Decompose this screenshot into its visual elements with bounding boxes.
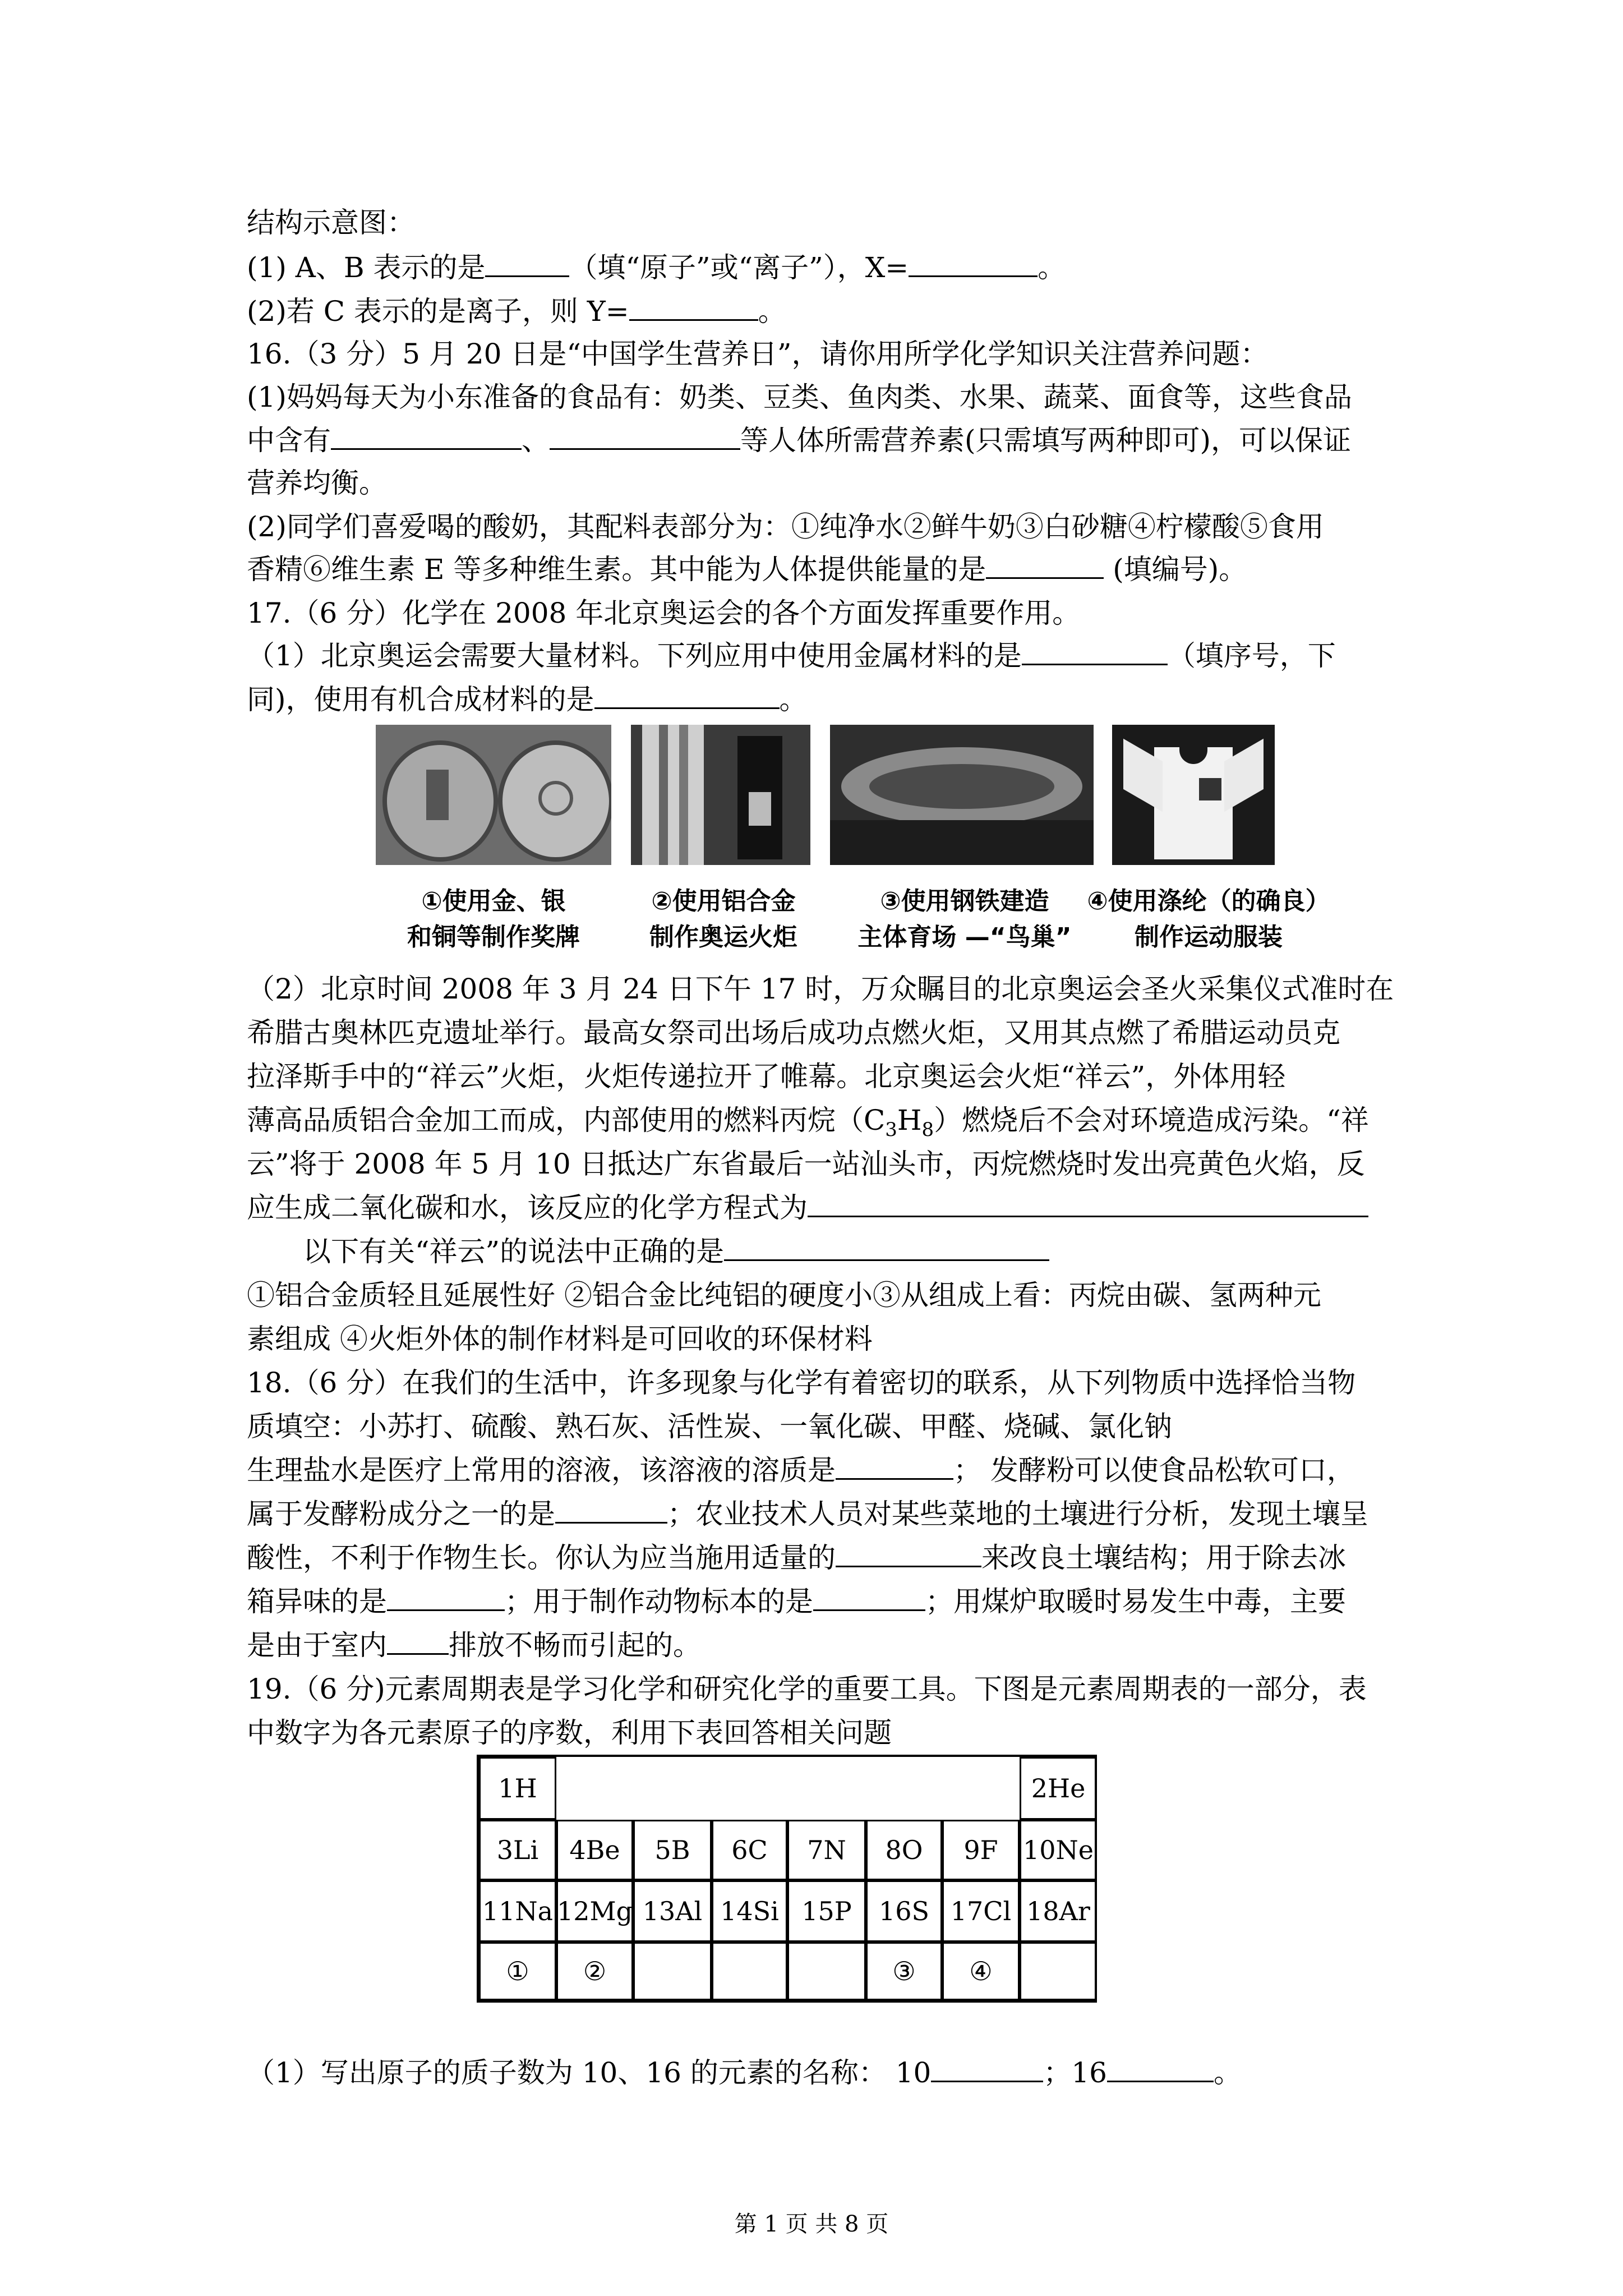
question-17: 17.（6 分）化学在 2008 年北京奥运会的各个方面发挥重要作用。 bbox=[247, 597, 1081, 629]
element-cell: 4Be bbox=[556, 1820, 633, 1880]
sportswear-photo bbox=[1112, 725, 1275, 865]
answer-blank[interactable] bbox=[387, 1584, 505, 1611]
birds-nest-photo bbox=[830, 725, 1094, 865]
element-cell: 10Ne bbox=[1020, 1820, 1097, 1880]
text-line: 酸性，不利于作物生长。你认为应当施用适量的 来改良土壤结构；用于除去冰 bbox=[247, 1538, 1346, 1577]
text-line: 营养均衡。 bbox=[247, 467, 387, 499]
answer-blank[interactable] bbox=[986, 551, 1104, 579]
element-cell: 6C bbox=[712, 1820, 787, 1880]
text-line: 质填空：小苏打、硫酸、熟石灰、活性炭、一氧化碳、甲醛、烧碱、氯化钠 bbox=[247, 1410, 1172, 1443]
element-cell: 12Mg bbox=[556, 1880, 633, 1942]
text-line: (1)妈妈每天为小东准备的食品有：奶类、豆类、鱼肉类、水果、蔬菜、面食等，这些食品 bbox=[247, 381, 1352, 413]
answer-blank[interactable] bbox=[387, 1627, 449, 1655]
answer-blank[interactable] bbox=[331, 422, 522, 450]
text-line: 生理盐水是医疗上常用的溶液，该溶液的溶质是 ； 发酵粉可以使食品松软可口， bbox=[247, 1451, 1355, 1490]
periodic-table bbox=[477, 1755, 1097, 2003]
element-cell: 7N bbox=[787, 1820, 866, 1880]
text-line: 拉泽斯手中的“祥云”火炬，火炬传递拉开了帷幕。北京奥运会火炬“祥云”，外体用轻 bbox=[247, 1060, 1286, 1093]
question-18: 18.（6 分）在我们的生活中，许多现象与化学有着密切的联系，从下列物质中选择恰当物 bbox=[247, 1366, 1356, 1399]
text-line: 香精⑥维生素 E 等多种维生素。其中能为人体提供能量的是 (填编号)。 bbox=[247, 550, 1247, 589]
element-cell: 3Li bbox=[479, 1820, 556, 1880]
text-line: 以下有关“祥云”的说法中正确的是 bbox=[303, 1232, 1049, 1271]
answer-blank[interactable] bbox=[808, 1190, 1368, 1217]
element-cell: 2He bbox=[1020, 1757, 1097, 1820]
element-cell bbox=[1020, 1942, 1097, 2000]
caption-medal: ①使用金、银 和铜等制作奖牌 bbox=[407, 887, 580, 951]
answer-blank[interactable] bbox=[1022, 638, 1168, 665]
text-line: 云”将于 2008 年 5 月 10 日抵达广东省最后一站汕头市，丙烷燃烧时发出亮黄色火焰，反 bbox=[247, 1148, 1365, 1180]
text-line: 应生成二氧化碳和水，该反应的化学方程式为 bbox=[247, 1188, 1368, 1227]
element-cell: 18Ar bbox=[1020, 1880, 1097, 1942]
caption-sportswear: ④使用涤纶（的确良） 制作运动服装 bbox=[1087, 887, 1330, 951]
answer-blank[interactable] bbox=[550, 422, 740, 450]
element-cell: 16S bbox=[866, 1880, 942, 1942]
element-cell: 14Si bbox=[712, 1880, 787, 1942]
element-cell: 9F bbox=[942, 1820, 1020, 1880]
element-cell: ③ bbox=[866, 1942, 942, 2000]
text-line: ①铝合金质轻且延展性好 ②铝合金比纯铝的硬度小③从组成上看：丙烷由碳、氢两种元 bbox=[247, 1279, 1321, 1312]
text-line: 薄高品质铝合金加工而成，内部使用的燃料丙烷$(C_3H_8)$燃烧后不会对环境造成污染。“祥 bbox=[247, 1104, 1369, 1141]
text-line: 中数字为各元素原子的序数，利用下表回答相关问题 bbox=[247, 1717, 892, 1749]
element-cell: 11Na bbox=[479, 1880, 556, 1942]
element-cell: 1H bbox=[479, 1757, 556, 1820]
question-19: 19.（6 分)元素周期表是学习化学和研究化学的重要工具。下图是元素周期表的一部分，表 bbox=[247, 1673, 1367, 1705]
answer-blank[interactable] bbox=[931, 2055, 1043, 2082]
answer-blank[interactable] bbox=[836, 1540, 981, 1567]
answer-blank[interactable] bbox=[813, 1584, 925, 1611]
text-line: （1）北京奥运会需要大量材料。下列应用中使用金属材料的是 （填序号，下 bbox=[247, 636, 1336, 675]
element-cell bbox=[633, 1942, 712, 2000]
medal-photo bbox=[376, 725, 611, 865]
question-15-1: (1) A、B 表示的是 （填“原子”或“离子”），X= 。 bbox=[247, 248, 1066, 287]
answer-blank[interactable] bbox=[629, 293, 758, 321]
element-cell: 13Al bbox=[633, 1880, 712, 1942]
text-line: 中含有 、 等人体所需营养素(只需填写两种即可)，可以保证 bbox=[247, 421, 1351, 460]
answer-blank[interactable] bbox=[594, 682, 780, 709]
caption-birds-nest: ③使用钢铁建造 主体育场 —“鸟巢” bbox=[857, 887, 1072, 951]
element-cell: 5B bbox=[633, 1820, 712, 1880]
text-line: 同)，使用有机合成材料的是 。 bbox=[247, 680, 808, 719]
element-cell: ① bbox=[479, 1942, 556, 2000]
element-cell: 8O bbox=[866, 1820, 942, 1880]
text-line: 是由于室内 排放不畅而引起的。 bbox=[247, 1626, 701, 1665]
question-16: 16.（3 分）5 月 20 日是“中国学生营养日”，请你用所学化学知识关注营养问题： bbox=[247, 338, 1269, 370]
answer-blank[interactable] bbox=[909, 250, 1038, 277]
answer-blank[interactable] bbox=[1107, 2055, 1214, 2082]
text-line: 属于发酵粉成分之一的是 ；农业技术人员对某些菜地的土壤进行分析，发现土壤呈 bbox=[247, 1494, 1368, 1534]
question-15-2: (2)若 C 表示的是离子，则 Y= 。 bbox=[247, 292, 786, 331]
text-line: 结构示意图： bbox=[247, 206, 415, 239]
element-cell: 15P bbox=[787, 1880, 866, 1942]
text-line: 素组成 ④火炬外体的制作材料是可回收的环保材料 bbox=[247, 1323, 873, 1355]
torch-photo bbox=[631, 725, 810, 865]
answer-blank[interactable] bbox=[836, 1452, 953, 1480]
answer-blank[interactable] bbox=[724, 1234, 1049, 1261]
text-line: (2)同学们喜爱喝的酸奶，其配料表部分为：①纯净水②鲜牛奶③白砂糖④柠檬酸⑤食用 bbox=[247, 510, 1324, 543]
element-cell: 17Cl bbox=[942, 1880, 1020, 1942]
element-cell: ④ bbox=[942, 1942, 1020, 2000]
answer-blank[interactable] bbox=[555, 1496, 667, 1524]
element-cell bbox=[787, 1942, 866, 2000]
text-line: 箱异味的是 ；用于制作动物标本的是 ；用煤炉取暖时易发生中毒，主要 bbox=[247, 1582, 1346, 1621]
answer-blank[interactable] bbox=[485, 250, 569, 277]
text-line: （2）北京时间 2008 年 3 月 24 日下午 17 时，万众瞩目的北京奥运会圣火采集仪式准时在 bbox=[247, 973, 1394, 1005]
element-cell: ② bbox=[556, 1942, 633, 2000]
text-line: 希腊古奥林匹克遗址举行。最高女祭司出场后成功点燃火炬，又用其点燃了希腊运动员克 bbox=[247, 1016, 1340, 1049]
question-19-1: （1）写出原子的质子数为 10、16 的元素的名称： 10 ；16 。 bbox=[247, 2053, 1242, 2092]
element-cell bbox=[712, 1942, 787, 2000]
caption-torch: ②使用铝合金 制作奥运火炬 bbox=[649, 887, 797, 951]
page-footer: 第 1 页 共 8 页 bbox=[734, 2211, 889, 2237]
